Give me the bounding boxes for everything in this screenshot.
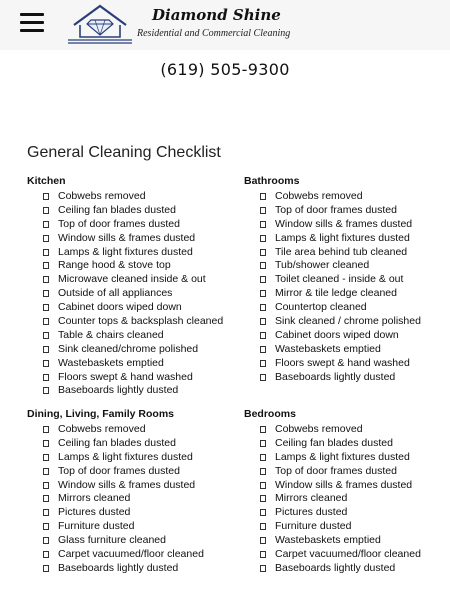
checkbox-icon[interactable]	[43, 346, 49, 353]
checklist-item	[244, 423, 363, 437]
checklist-item-label: Top of door frames dusted	[58, 217, 180, 230]
checklist-item	[244, 342, 381, 357]
checklist-item	[244, 436, 393, 451]
section-bedrooms	[244, 408, 421, 576]
checklist-item-label: Microwave cleaned inside & out	[58, 273, 206, 286]
checklist-item-label: Window sills & frames dusted	[58, 478, 196, 491]
checklist-item-label: Tile area behind tub cleaned	[275, 245, 408, 258]
checklist-item	[244, 561, 396, 576]
checklist-item	[27, 450, 193, 465]
checklist-item	[244, 231, 410, 246]
checklist-item-label: Counter tops & backsplash cleaned	[58, 315, 224, 328]
checklist-item	[27, 464, 180, 479]
checkbox-icon[interactable]	[260, 495, 266, 502]
checklist-item-label: Toilet cleaned - inside & out	[275, 273, 404, 286]
brand-name: Diamond Shine	[152, 6, 281, 24]
checkbox-icon[interactable]	[43, 454, 49, 461]
checklist-title: General Cleaning Checklist	[27, 144, 221, 161]
checklist-item	[27, 273, 206, 287]
checklist-item-label: Window sills & frames dusted	[58, 231, 196, 244]
checklist-item-label: Range hood & stove top	[58, 259, 171, 272]
checklist-item	[27, 301, 182, 315]
checkbox-icon[interactable]	[260, 346, 266, 353]
checklist	[244, 190, 421, 384]
checkbox-icon[interactable]	[260, 276, 266, 283]
checkbox-icon[interactable]	[43, 551, 49, 558]
checklist-item	[244, 534, 381, 548]
site-header	[0, 0, 450, 50]
checkbox-icon[interactable]	[43, 332, 49, 339]
checkbox-icon[interactable]	[43, 207, 49, 214]
checklist-item-label: Carpet vacuumed/floor cleaned	[275, 548, 421, 561]
checkbox-icon[interactable]	[260, 290, 266, 297]
checklist-item-label: Table & chairs cleaned	[58, 328, 164, 341]
checklist-item-label: Sink cleaned / chrome polished	[275, 315, 421, 328]
checklist-item	[27, 259, 171, 273]
checklist-item	[244, 492, 348, 506]
checkbox-icon[interactable]	[260, 440, 266, 447]
checkbox-icon[interactable]	[260, 482, 266, 489]
checklist-item-label: Glass furniture cleaned	[58, 534, 166, 547]
checklist	[27, 423, 204, 576]
checklist-item-label: Wastebaskets emptied	[275, 534, 381, 547]
checklist-item	[27, 315, 224, 329]
checklist-item-label: Carpet vacuumed/floor cleaned	[58, 548, 204, 561]
checklist-item-label: Window sills & frames dusted	[275, 478, 413, 491]
checkbox-icon[interactable]	[43, 482, 49, 489]
checklist-item	[27, 370, 193, 385]
checklist-item	[244, 190, 363, 204]
checklist-item	[27, 384, 179, 398]
checkbox-icon[interactable]	[260, 374, 266, 381]
checklist-item	[244, 259, 370, 273]
checklist-item	[244, 203, 397, 218]
checklist-item	[27, 245, 193, 260]
hamburger-bar	[20, 13, 44, 16]
checkbox-icon[interactable]	[260, 565, 266, 572]
checklist-item	[27, 478, 196, 493]
checklist-item-label: Cabinet doors wiped down	[275, 328, 399, 341]
checklist-item-label: Tub/shower cleaned	[275, 259, 370, 272]
checkbox-icon[interactable]	[43, 537, 49, 544]
checklist-item	[244, 464, 397, 479]
checklist-item	[244, 356, 410, 371]
checklist-item	[27, 492, 174, 506]
checkbox-icon[interactable]	[43, 468, 49, 475]
section-title: Bathrooms	[244, 175, 300, 187]
checklist-item	[244, 450, 410, 465]
checklist-item-label: Sink cleaned/chrome polished	[58, 342, 199, 355]
checkbox-icon[interactable]	[260, 332, 266, 339]
checkbox-icon[interactable]	[43, 290, 49, 297]
checklist-item	[27, 548, 204, 562]
checklist-item	[27, 506, 174, 520]
checklist-item	[244, 273, 404, 287]
hamburger-menu-icon[interactable]	[20, 13, 44, 33]
checklist-item-label: Cobwebs removed	[58, 423, 146, 435]
checkbox-icon[interactable]	[43, 193, 49, 200]
checklist-item	[244, 478, 413, 493]
checkbox-icon[interactable]	[260, 262, 266, 269]
brand-tagline: Residential and Commercial Cleaning	[137, 28, 291, 39]
checkbox-icon[interactable]	[260, 249, 266, 256]
section-title: Dining, Living, Family Rooms	[27, 408, 175, 420]
checkbox-icon[interactable]	[260, 304, 266, 311]
checklist-item-label: Pictures dusted	[275, 506, 348, 519]
checklist-item-label: Cobwebs removed	[275, 190, 363, 202]
checklist-item	[244, 328, 399, 343]
section-kitchen	[27, 175, 224, 398]
checklist-item-label: Top of door frames dusted	[58, 464, 180, 477]
hamburger-bar	[20, 29, 44, 32]
checkbox-icon[interactable]	[260, 221, 266, 228]
checkbox-icon[interactable]	[43, 221, 49, 228]
checklist-item-label: Furniture dusted	[58, 520, 135, 533]
checkbox-icon[interactable]	[43, 304, 49, 311]
checkbox-icon[interactable]	[43, 249, 49, 256]
checklist-item	[27, 287, 173, 301]
checklist-item-label: Top of door frames dusted	[275, 464, 397, 477]
checklist-item-label: Mirrors cleaned	[275, 492, 348, 505]
checklist	[244, 423, 421, 576]
checkbox-icon[interactable]	[260, 509, 266, 516]
checklist-item-label: Top of door frames dusted	[275, 203, 397, 216]
checklist-item	[244, 548, 421, 562]
checklist-item-label: Countertop cleaned	[275, 301, 367, 314]
checklist-item-label: Baseboards lightly dusted	[275, 370, 396, 383]
checklist-item	[27, 203, 176, 218]
checkbox-icon[interactable]	[260, 468, 266, 475]
checklist-item-label: Mirror & tile ledge cleaned	[275, 287, 397, 300]
checkbox-icon[interactable]	[43, 440, 49, 447]
checkbox-icon[interactable]	[43, 387, 49, 394]
hamburger-bar	[20, 21, 44, 24]
checkbox-icon[interactable]	[43, 262, 49, 269]
checklist-item	[27, 356, 164, 371]
checklist-item-label: Lamps & light fixtures dusted	[58, 450, 193, 463]
checklist-item	[27, 437, 174, 451]
checklist-item-label: Wastebaskets emptied	[275, 342, 381, 355]
checklist-item-label: Baseboards lightly dusted	[58, 384, 179, 397]
section-bathrooms	[244, 175, 421, 384]
checklist-item-label: Cabinet doors wiped down	[58, 301, 182, 314]
checklist-item-label: Baseboards lightly dusted	[275, 561, 396, 574]
checklist-item-label: Outside of all appliances	[58, 287, 173, 300]
checkbox-icon[interactable]	[260, 193, 266, 200]
checklist-item	[244, 315, 421, 329]
checklist-item-label: Ceiling fan blades dusted	[58, 203, 176, 216]
checkbox-icon[interactable]	[43, 360, 49, 367]
checklist-item	[27, 561, 179, 576]
checklist-item	[244, 301, 367, 315]
checklist-item-label: Baseboards lightly dusted	[58, 561, 179, 574]
checklist-item-label: Floors swept & hand washed	[58, 370, 193, 383]
checkbox-icon[interactable]	[260, 551, 266, 558]
checklist-item-label: Mirrors cleaned	[58, 492, 131, 505]
checklist-item-label: Ceiling fan blades dusted	[275, 436, 393, 449]
checklist-item	[27, 342, 199, 357]
checkbox-icon[interactable]	[43, 318, 49, 325]
checklist-item-label: Lamps & light fixtures dusted	[58, 245, 193, 258]
checkbox-icon[interactable]	[260, 426, 266, 433]
checkbox-icon[interactable]	[43, 426, 49, 433]
checklist-item	[27, 231, 196, 246]
checklist-item-label: Pictures dusted	[58, 506, 131, 519]
checklist-item-label: Floors swept & hand washed	[275, 356, 410, 369]
checklist-item-label: Window sills & frames dusted	[275, 217, 413, 230]
section-title: Bedrooms	[244, 408, 296, 420]
checklist-item-label: Ceiling fan blades dusted	[58, 436, 176, 449]
checkbox-icon[interactable]	[43, 565, 49, 572]
checklist-item	[27, 520, 174, 534]
checkbox-icon[interactable]	[43, 235, 49, 242]
phone-number[interactable]: (619) 505-9300	[160, 60, 290, 79]
checklist-item	[27, 534, 174, 548]
diamond-house-logo-icon[interactable]	[66, 3, 134, 45]
checklist-item	[27, 328, 164, 343]
checklist-item-label: Lamps & light fixtures dusted	[275, 450, 410, 463]
checkbox-icon[interactable]	[260, 360, 266, 367]
checkbox-icon[interactable]	[43, 523, 49, 530]
checklist-item	[244, 217, 413, 232]
checkbox-icon[interactable]	[43, 509, 49, 516]
checklist-item	[27, 217, 180, 232]
checklist-item	[244, 370, 396, 385]
checkbox-icon[interactable]	[260, 523, 266, 530]
checklist-item-label: Wastebaskets emptied	[58, 356, 164, 369]
checklist-item	[244, 520, 352, 534]
checklist-item-label: Cobwebs removed	[58, 190, 146, 202]
section-dining-living-family	[27, 408, 204, 576]
checkbox-icon[interactable]	[260, 318, 266, 325]
checkbox-icon[interactable]	[260, 207, 266, 214]
checklist-item-label: Furniture dusted	[275, 520, 352, 533]
checklist-item	[244, 287, 397, 301]
section-title: Kitchen	[27, 175, 66, 187]
checklist-item-label: Lamps & light fixtures dusted	[275, 231, 410, 244]
checkbox-icon[interactable]	[260, 454, 266, 461]
checkbox-icon[interactable]	[43, 495, 49, 502]
checklist-item-label: Cobwebs removed	[275, 423, 363, 435]
checklist-item	[244, 506, 348, 520]
checkbox-icon[interactable]	[43, 374, 49, 381]
checkbox-icon[interactable]	[260, 235, 266, 242]
checklist-item	[27, 423, 174, 437]
checkbox-icon[interactable]	[260, 537, 266, 544]
checklist-item	[244, 245, 408, 260]
checklist-item	[27, 190, 146, 204]
checklist	[27, 190, 224, 398]
checkbox-icon[interactable]	[43, 276, 49, 283]
